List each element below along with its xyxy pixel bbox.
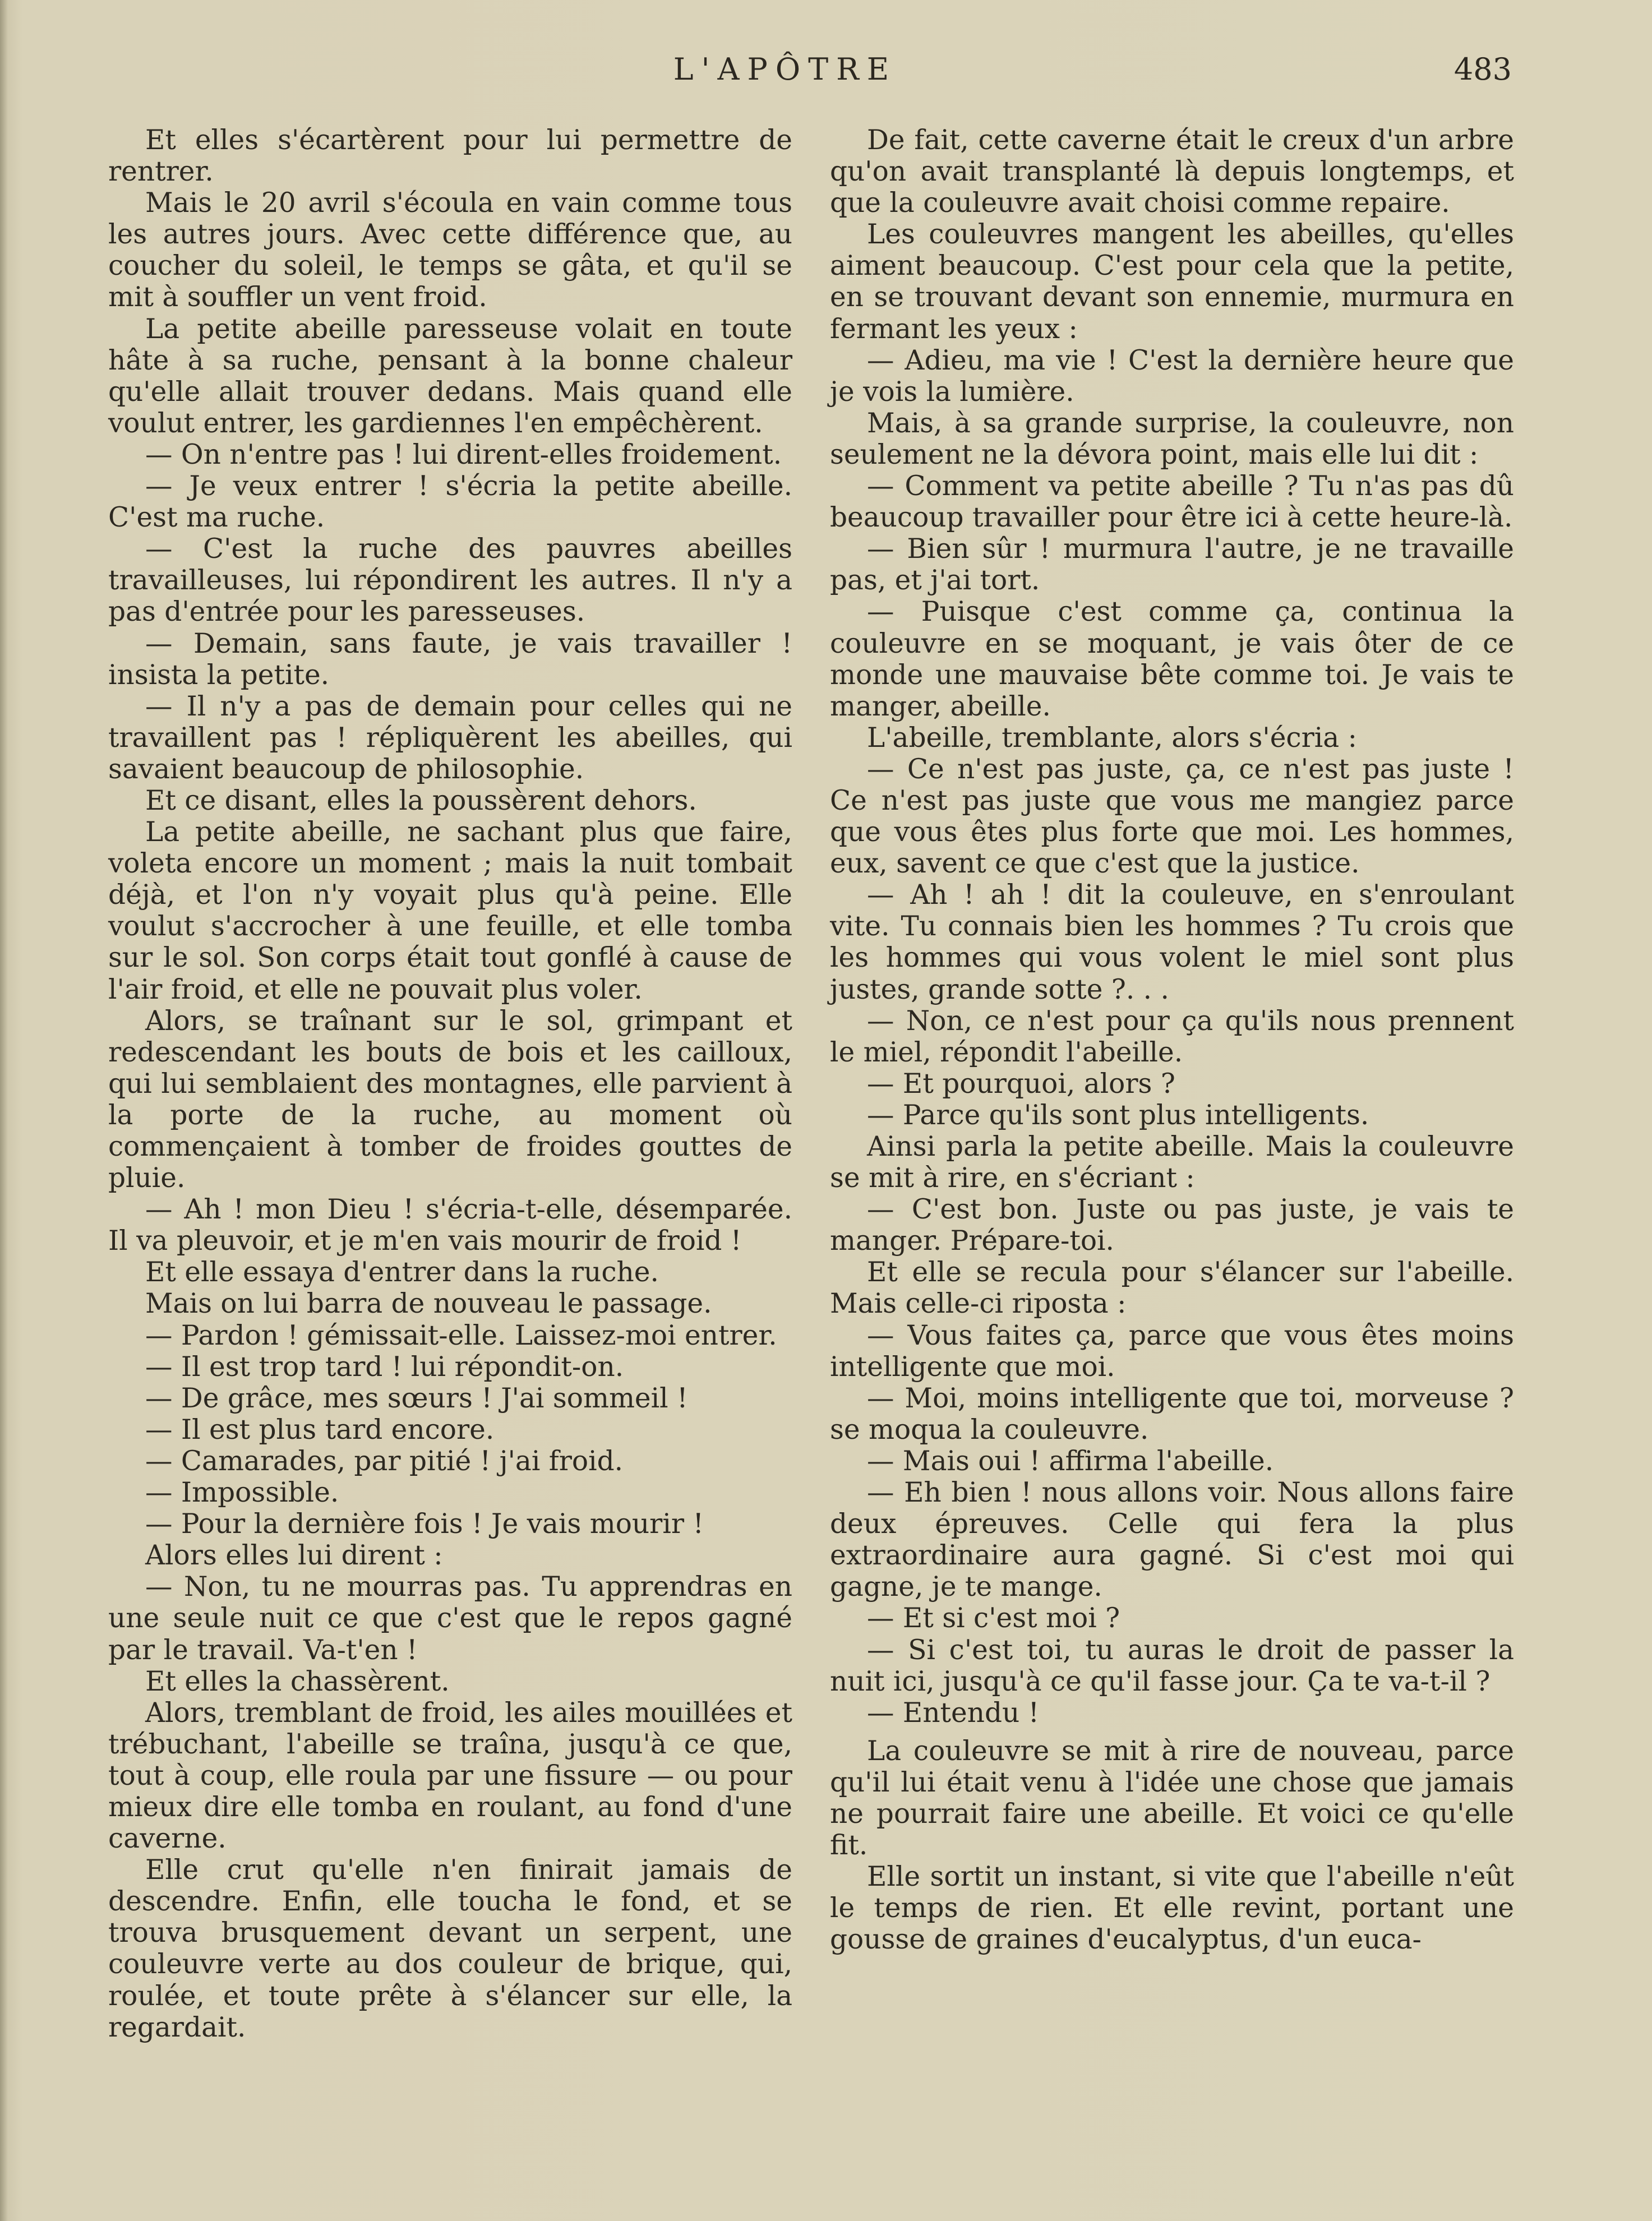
paragraph: Alors elles lui dirent : bbox=[145, 1540, 443, 1572]
paragraph: — Comment va petite abeille ? Tu n'as pas dû beaucoup travailler pour être ici à cette heure-là. bbox=[830, 470, 1514, 534]
paragraph: — Non, tu ne mourras pas. Tu apprendras en une seule nuit ce que c'est que le repos gagné par le travail. Va-t'en ! bbox=[108, 1571, 792, 1666]
paragraph: — Adieu, ma vie ! C'est la dernière heure que je vois la lumière. bbox=[830, 344, 1514, 408]
paragraph: Elle crut qu'elle n'en finirait jamais de descendre. Enfin, elle toucha le fond, et se trouva brusquement devant un serpent, une couleuvre verte au dos couleur de brique, qui, roulée, et toute prête à s'élancer sur elle, la regardait. bbox=[108, 1854, 792, 2043]
paragraph: — Ce n'est pas juste, ça, ce n'est pas juste ! Ce n'est pas juste que vous me mangiez parce que vous êtes plus forte que moi. Les hommes, eux, savent ce que c'est que la justice. bbox=[830, 753, 1514, 880]
paragraph: — Bien sûr ! murmura l'autre, je ne travaille pas, et j'ai tort. bbox=[830, 533, 1514, 597]
paragraph: La petite abeille paresseuse volait en toute hâte à sa ruche, pensant à la bonne chaleur qu'elle allait trouver dedans. Mais quand elle voulut entrer, les gardiennes l'en empêchèrent. bbox=[108, 313, 792, 439]
paragraph: — C'est la ruche des pauvres abeilles travailleuses, lui répondirent les autres. Il n'y a pas d'entrée pour les paresseuses. bbox=[108, 533, 792, 628]
paragraph: — C'est bon. Juste ou pas juste, je vais te manger. Prépare-toi. bbox=[830, 1194, 1514, 1257]
paragraph: — On n'entre pas ! lui dirent-elles froidement. bbox=[145, 438, 782, 470]
paragraph: — Mais oui ! affirma l'abeille. bbox=[867, 1445, 1274, 1477]
paragraph: — Et pourquoi, alors ? bbox=[867, 1068, 1175, 1100]
paragraph: — Camarades, par pitié ! j'ai froid. bbox=[145, 1445, 624, 1477]
paragraph: — Si c'est toi, tu auras le droit de passer la nuit ici, jusqu'à ce qu'il fasse jour. Ça te va-t-il ? bbox=[830, 1634, 1514, 1697]
paragraph: — Non, ce n'est pour ça qu'ils nous prennent le miel, répondit l'abeille. bbox=[830, 1005, 1514, 1068]
paragraph: Mais on lui barra de nouveau le passage. bbox=[145, 1288, 712, 1320]
paragraph: Et ce disant, elles la poussèrent dehors. bbox=[145, 784, 697, 816]
paragraph: — Il est trop tard ! lui répondit-on. bbox=[145, 1351, 624, 1383]
paragraph: Alors, se traînant sur le sol, grimpant et redescendant les bouts de bois et les cailloux, qui lui semblaient des montagnes, elle parvient à la porte de la ruche, au moment où commençaient à tomber de froides gouttes de pluie. bbox=[108, 1005, 792, 1194]
paragraph: — Ah ! mon Dieu ! s'écria-t-elle, désemparée. Il va pleuvoir, et je m'en vais mourir de froid ! bbox=[108, 1194, 792, 1257]
page-number: 483 bbox=[1453, 52, 1512, 87]
paragraph: — Il n'y a pas de demain pour celles qui ne travaillent pas ! répliquèrent les abeilles, qui savaient beaucoup de philosophie. bbox=[108, 690, 792, 785]
paragraph: — Demain, sans faute, je vais travailler ! insista la petite. bbox=[108, 627, 792, 691]
paragraph: Et elles s'écartèrent pour lui permettre de rentrer. bbox=[108, 124, 792, 188]
paragraph: La petite abeille, ne sachant plus que faire, voleta encore un moment ; mais la nuit tombait déjà, et l'on n'y voyait plus qu'à peine. Elle voulut s'accrocher à une feuille, et elle tomba sur le sol. Son corps était tout gonflé à cause de l'air froid, et elle ne pouvait plus voler. bbox=[108, 816, 792, 1005]
paragraph: — Eh bien ! nous allons voir. Nous allons faire deux épreuves. Celle qui fera la plus extraordinaire aura gagné. Si c'est moi qui gagne, je te mange. bbox=[830, 1477, 1514, 1603]
paragraph: Et elles la chassèrent. bbox=[145, 1665, 450, 1697]
paragraph: Et elle se recula pour s'élancer sur l'abeille. Mais celle-ci riposta : bbox=[830, 1257, 1514, 1320]
paragraph: — Je veux entrer ! s'écria la petite abeille. C'est ma ruche. bbox=[108, 470, 792, 534]
paragraph: Mais le 20 avril s'écoula en vain comme tous les autres jours. Avec cette différence que, au coucher du soleil, le temps se gâta, et qu'il se mit à souffler un vent froid. bbox=[108, 187, 792, 313]
paragraph: — Il est plus tard encore. bbox=[145, 1414, 495, 1446]
paragraph: — De grâce, mes sœurs ! J'ai sommeil ! bbox=[145, 1382, 688, 1414]
paragraph: — Entendu ! bbox=[867, 1697, 1040, 1729]
paragraph: De fait, cette caverne était le creux d'un arbre qu'on avait transplanté là depuis longtemps, et que la couleuvre avait choisi comme repaire. bbox=[830, 124, 1514, 219]
page-header bbox=[0, 52, 1652, 96]
paragraph: — Moi, moins intelligente que toi, morveuse ? se moqua la couleuvre. bbox=[830, 1382, 1514, 1446]
paragraph: Mais, à sa grande surprise, la couleuvre, non seulement ne la dévora point, mais elle lui dit : bbox=[830, 407, 1514, 470]
paragraph: — Pour la dernière fois ! Je vais mourir ! bbox=[145, 1508, 704, 1540]
paragraph: Et elle essaya d'entrer dans la ruche. bbox=[145, 1257, 659, 1289]
paragraph: Les couleuvres mangent les abeilles, qu'elles aiment beaucoup. C'est pour cela que la petite, en se trouvant devant son ennemie, murmura en fermant les yeux : bbox=[830, 219, 1514, 345]
paragraph: — Pardon ! gémissait-elle. Laissez-moi entrer. bbox=[145, 1319, 777, 1351]
paragraph: L'abeille, tremblante, alors s'écria : bbox=[867, 722, 1357, 754]
paragraph: — Vous faites ça, parce que vous êtes moins intelligente que moi. bbox=[830, 1319, 1514, 1383]
paragraph: — Parce qu'ils sont plus intelligents. bbox=[867, 1099, 1369, 1131]
paragraph: — Ah ! ah ! dit la couleuve, en s'enroulant vite. Tu connais bien les hommes ? Tu crois que les hommes qui vous volent le miel sont plus justes, grande sotte ?. . . bbox=[830, 879, 1514, 1005]
paragraph: — Impossible. bbox=[145, 1477, 339, 1509]
paragraph: Alors, tremblant de froid, les ailes mouillées et trébuchant, l'abeille se traîna, jusqu'à ce que, tout à coup, elle roula par une fissure — ou pour mieux dire elle tomba en roulant, au fond d'une caverne. bbox=[108, 1697, 792, 1855]
paragraph: La couleuvre se mit à rire de nouveau, parce qu'il lui était venu à l'idée une chose que jamais ne pourrait faire une abeille. Et voici ce qu'elle fit. bbox=[830, 1735, 1514, 1862]
text-column-left bbox=[108, 124, 792, 2043]
paragraph: — Puisque c'est comme ça, continua la couleuvre en se moquant, je vais ôter de ce monde une mauvaise bête comme toi. Je vais te manger, abeille. bbox=[830, 596, 1514, 722]
paragraph: Elle sortit un instant, si vite que l'abeille n'eût le temps de rien. Et elle revint, portant une gousse de graines d'eucalyptus, d'un euca- bbox=[830, 1861, 1514, 1956]
running-title: L'APÔTRE bbox=[673, 52, 897, 87]
paragraph: Ainsi parla la petite abeille. Mais la couleuvre se mit à rire, en s'écriant : bbox=[830, 1131, 1514, 1194]
paragraph: — Et si c'est moi ? bbox=[867, 1603, 1120, 1634]
text-column-right bbox=[830, 124, 1514, 1955]
